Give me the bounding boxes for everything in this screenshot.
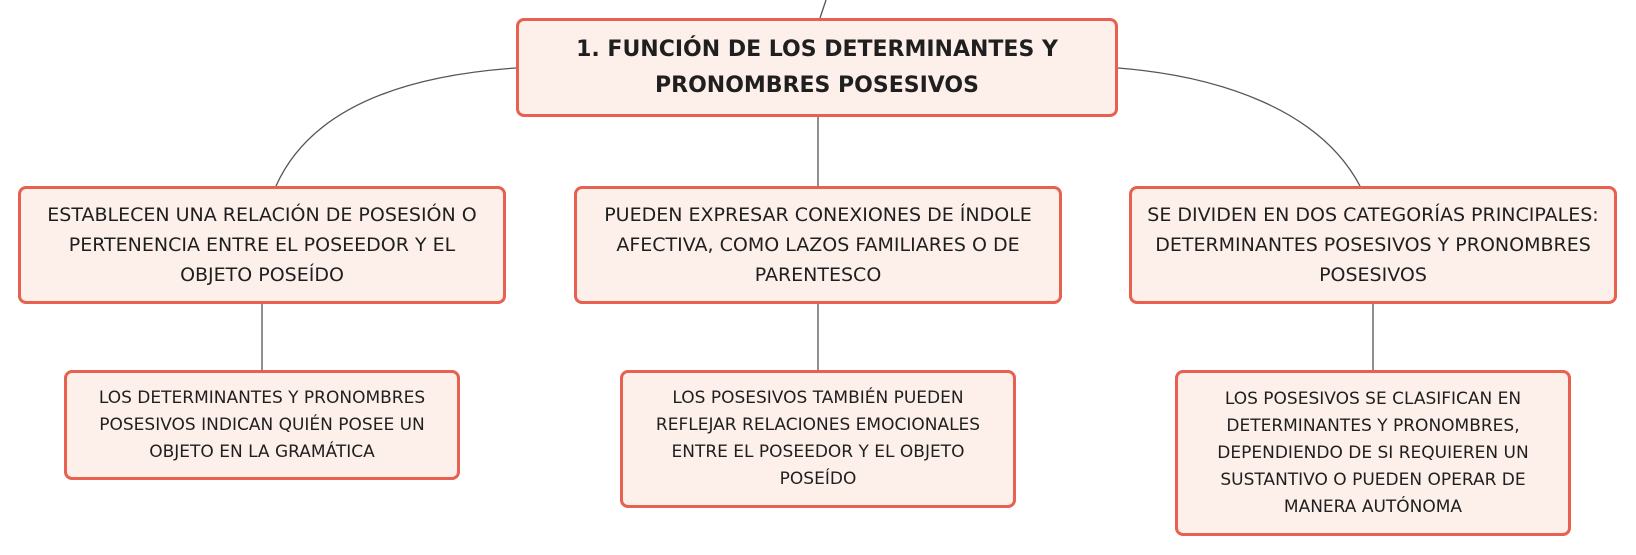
child-node-1[interactable] — [64, 370, 460, 480]
child-node-1-text: LOS DETERMINANTES Y PRONOMBRES POSESIVOS INDICAN QUIÉN POSEE UN OBJETO EN LA GRAMÁTICA — [98, 387, 426, 462]
branch-node-1[interactable] — [18, 186, 506, 304]
child-node-3-text: LOS POSESIVOS SE CLASIFICAN EN DETERMINANTES Y PRONOMBRES, DEPENDIENDO DE SI REQUIEREN UN SUSTANTIVO O PUEDEN OPERAR DE MANERA AUTÓNOMA — [1217, 388, 1529, 517]
root-topic-text: 1. FUNCIÓN DE LOS DETERMINANTES Y PRONOMBRES POSESIVOS — [576, 36, 1058, 98]
connector-parent-to-root — [820, 0, 826, 18]
branch-node-3[interactable] — [1129, 186, 1617, 304]
root-topic-node[interactable] — [516, 18, 1118, 117]
child-node-2-text: LOS POSESIVOS TAMBIÉN PUEDEN REFLEJAR RELACIONES EMOCIONALES ENTRE EL POSEEDOR Y EL OBJETO POSEÍDO — [655, 388, 981, 489]
connector-root-to-branch-3 — [1118, 68, 1360, 186]
branch-node-1-text: ESTABLECEN UNA RELACIÓN DE POSESIÓN O PERTENENCIA ENTRE EL POSEEDOR Y EL OBJETO POSEÍDO — [47, 204, 477, 286]
child-node-3[interactable] — [1175, 370, 1571, 536]
child-node-2[interactable] — [620, 370, 1016, 508]
branch-node-2-text: PUEDEN EXPRESAR CONEXIONES DE ÍNDOLE AFECTIVA, COMO LAZOS FAMILIARES O DE PARENTESCO — [604, 204, 1032, 286]
branch-node-3-text: SE DIVIDEN EN DOS CATEGORÍAS PRINCIPALES: DETERMINANTES POSESIVOS Y PRONOMBRES POSESIVOS — [1147, 204, 1599, 286]
connector-root-to-branch-1 — [276, 68, 516, 186]
branch-node-2[interactable] — [574, 186, 1062, 304]
